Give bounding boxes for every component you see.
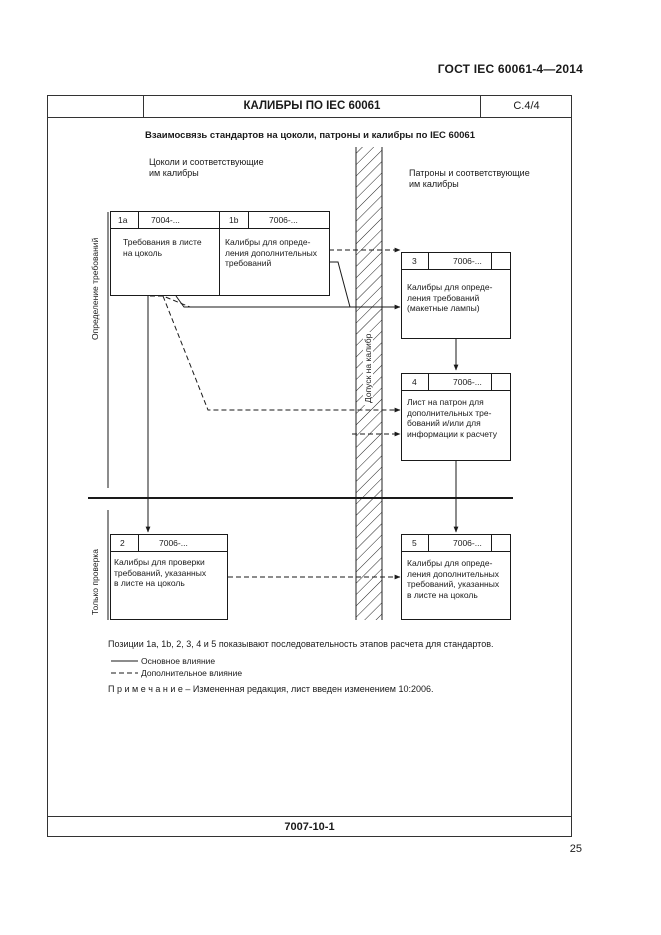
document-standard-number: ГОСТ IEC 60061-4—2014	[437, 62, 583, 76]
box-2-code: 7006-...	[159, 538, 188, 548]
left-group-label-line: Цоколи и соответствующие	[149, 157, 264, 167]
box-1a-number: 1a	[118, 215, 128, 225]
box-1a-text-line: Требования в листе	[123, 237, 202, 247]
box-5-header-divider	[491, 534, 492, 552]
right-group-label-line: Патроны и соответствующие	[409, 168, 530, 178]
box-5-header-divider	[428, 534, 429, 552]
sheet-title: КАЛИБРЫ ПО IEC 60061	[243, 100, 381, 112]
side-label-requirements: Определение требований	[90, 237, 100, 340]
box-5-code: 7006-...	[453, 538, 482, 548]
box-3-text-line: ления требований	[407, 292, 480, 303]
box-1b-text	[225, 237, 317, 269]
box-1b-code: 7006-...	[269, 215, 298, 225]
box-5-text	[407, 558, 499, 600]
box-1b-number: 1b	[229, 215, 239, 225]
diagram-title: Взаимосвязь стандартов на цоколи, патроны и калибры по IEC 60061	[145, 130, 475, 141]
box-5-text-line: Калибры для опреде-	[407, 558, 493, 568]
box-2-number: 2	[120, 538, 125, 548]
box-3-text	[407, 282, 492, 314]
box-3-code: 7006-...	[453, 256, 482, 266]
sheet-number: С.4/4	[513, 100, 540, 112]
box-2-text-line: требований, указанных	[114, 567, 207, 578]
box-1a-header-divider	[138, 211, 139, 229]
box-2-text-line: Калибры для проверки	[114, 557, 205, 567]
tolerance-band-label: Допуск на калибр	[363, 333, 373, 403]
box-3-text-line: (макетные лампы)	[407, 303, 480, 313]
page-number: 25	[569, 843, 582, 855]
legend-dashed-label: Дополнительное влияние	[141, 668, 243, 678]
arrow-1a-to-3	[176, 296, 352, 307]
box-4-header-divider	[491, 373, 492, 391]
note-label: П р и м е ч а н и е	[108, 684, 183, 694]
box-2-header-divider	[138, 534, 139, 552]
box-1b-text-line: ления дополнительных	[225, 247, 318, 258]
box-4-code: 7006-...	[453, 377, 482, 387]
right-group-label-line: им калибры	[409, 179, 459, 189]
box-4-number: 4	[412, 377, 417, 387]
box-3-header-divider	[428, 252, 429, 270]
left-group-label-line: им калибры	[149, 168, 199, 178]
box-1b-header-divider	[248, 211, 249, 229]
box-3-number: 3	[412, 256, 417, 266]
box-4-text-line: Лист на патрон для	[407, 397, 484, 407]
legend-solid-label: Основное влияние	[141, 656, 216, 666]
box-4-text	[407, 397, 497, 439]
box-3-header-divider	[491, 252, 492, 270]
dashed-arrow-1a-to-4-b	[150, 296, 190, 307]
box-5-number: 5	[412, 538, 417, 548]
box-5-text-line: требований, указанных	[407, 579, 500, 589]
box-5-text-line: ления дополнительных	[407, 568, 500, 579]
box-1a-text	[123, 237, 202, 258]
footer-code: 7007-10-1	[284, 821, 335, 833]
box-2-text-line: в листе на цоколь	[114, 578, 185, 588]
box-4-text-line: дополнительных тре-	[407, 407, 492, 418]
box-5-text-line: в листе на цоколь	[407, 589, 478, 600]
box-4-text-line: бований и/или для	[407, 418, 481, 428]
positions-note: Позиции 1a, 1b, 2, 3, 4 и 5 показывают последовательность этапов расчета для стандартов.	[108, 639, 494, 649]
note-text: – Измененная редакция, лист введен изменением 10:2006.	[182, 684, 434, 694]
box-1b-text-line: требований	[225, 258, 272, 268]
box-4-text-line: информации к расчету	[407, 428, 497, 439]
box-1a-text-line: на цоколь	[123, 247, 163, 258]
box-3-text-line: Калибры для опреде-	[407, 282, 493, 292]
note	[108, 684, 548, 695]
side-label-verification: Только проверка	[90, 549, 100, 615]
box-4-header-divider	[428, 373, 429, 391]
box-2-text	[114, 557, 206, 589]
box-1b-text-line: Калибры для опреде-	[225, 237, 311, 247]
box-1a-code: 7004-...	[151, 215, 180, 225]
